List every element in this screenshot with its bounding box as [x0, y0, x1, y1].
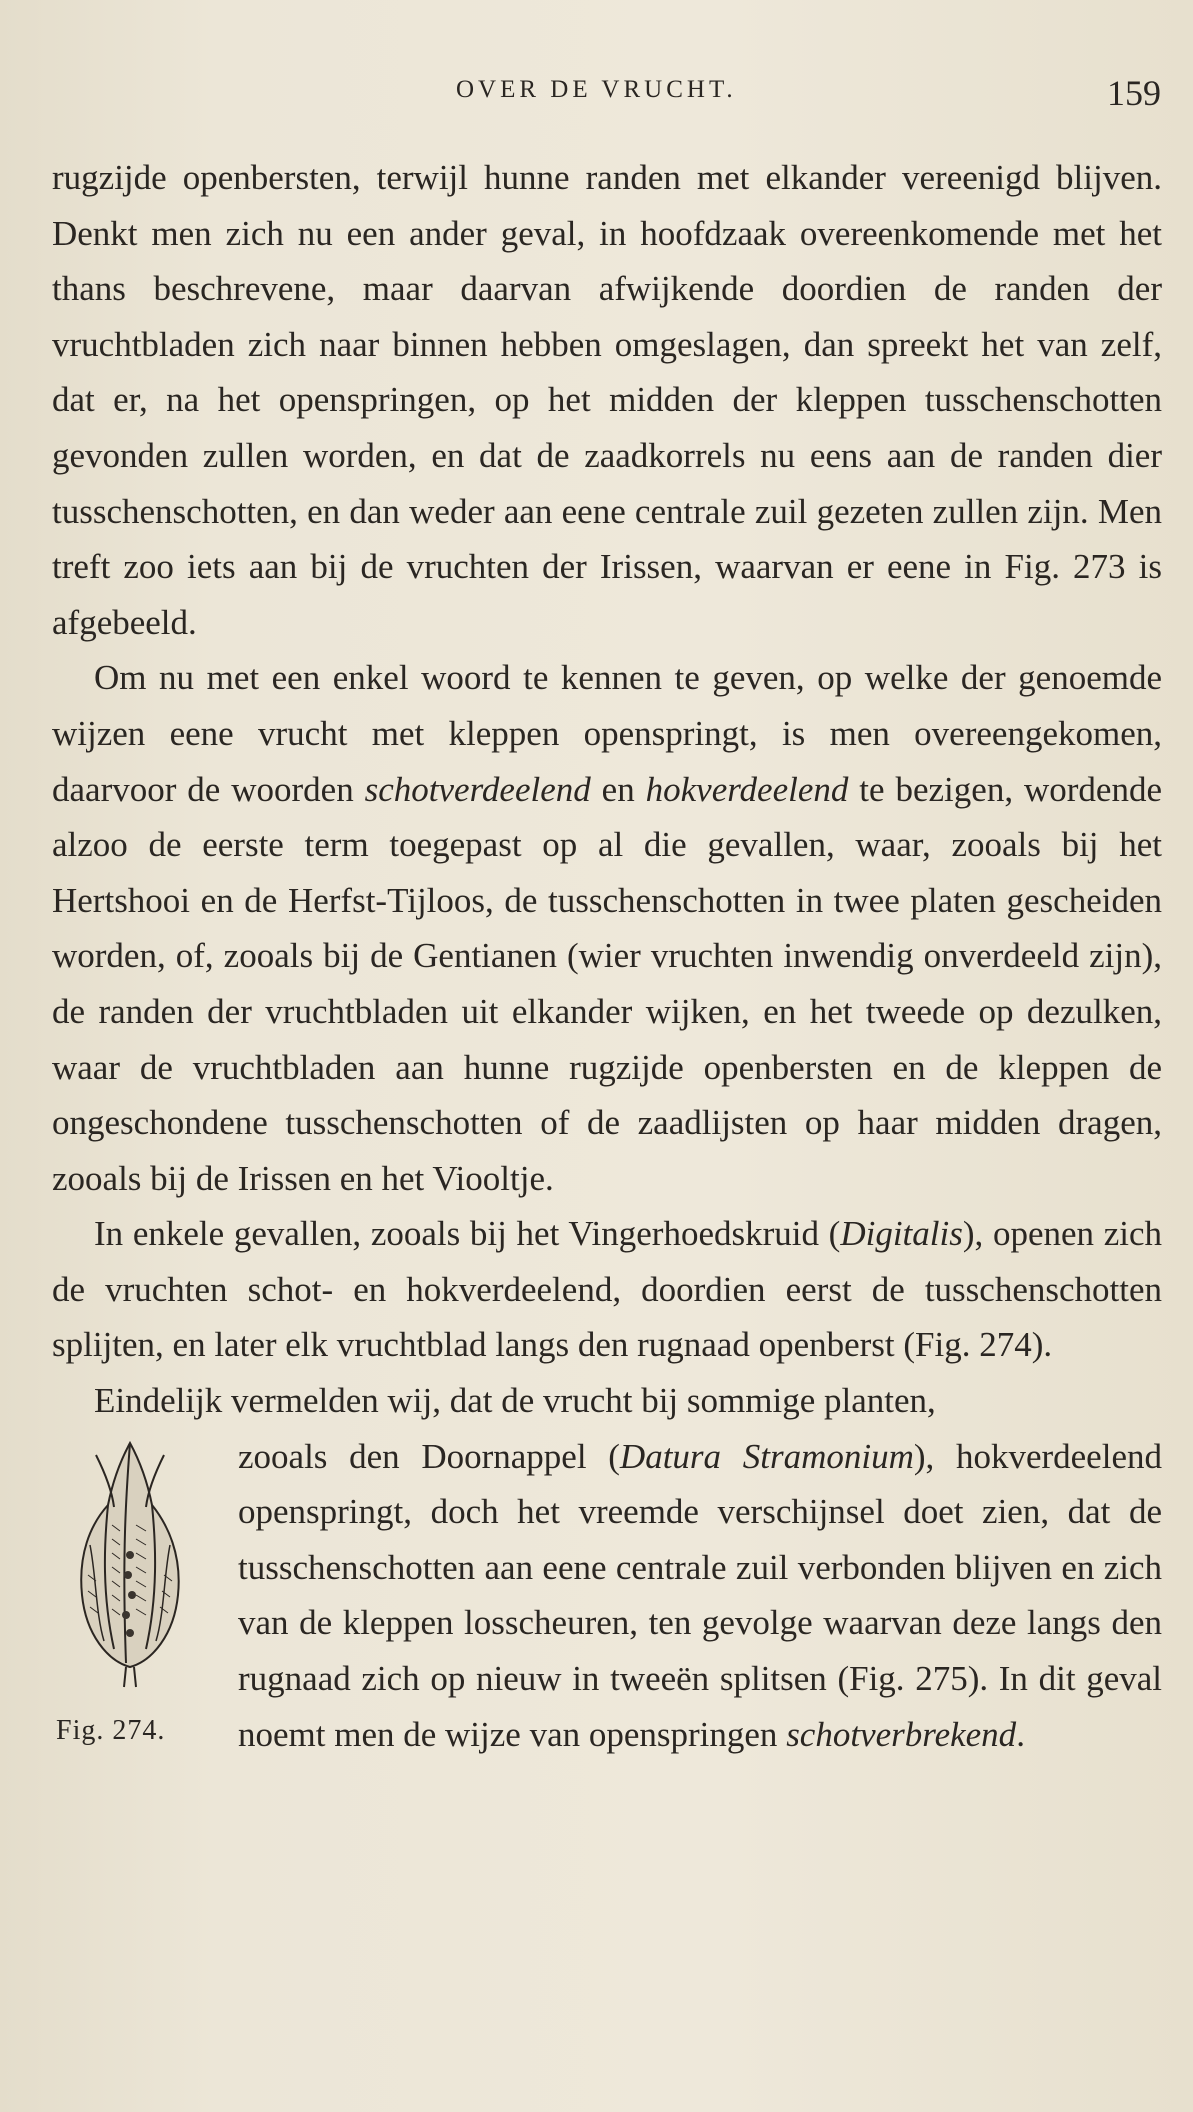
digitalis-capsule-icon — [60, 1435, 200, 1691]
term-datura: Datura Stramonium — [619, 1436, 914, 1476]
paragraph-4-lead: Eindelijk vermelden wij, dat de vrucht bij sommige planten, — [94, 1381, 936, 1421]
term-schotverbrekend: schotverbrekend — [786, 1714, 1017, 1754]
running-head — [0, 72, 1193, 122]
term-digitalis: Digitalis — [840, 1214, 963, 1254]
paragraph-4 — [52, 1429, 1162, 1763]
term-hokverdeelend: hokverdeelend — [645, 769, 849, 809]
paragraph-3: In enkele gevallen, zooals bij het Vingerhoedskruid (Digitalis), openen zich de vruchten schot- en hokverdeelend, doordien eerst de tusschenschotten splijten, en later elk vruchtblad langs den rugnaad openberst (Fig. 274). — [52, 1214, 1162, 1365]
paragraph-1: rugzijde openbersten, terwijl hunne randen met elkander vereenigd blijven. Denkt men zich nu een ander geval, in hoofdzaak overeenkomende met het thans beschrevene, maar daarvan afwijkende doordien de randen der vruchtbladen zich naar binnen hebben omgeslagen, dan spreekt het van zelf, dat er, na het openspringen, op het midden der kleppen tusschenschotten gevonden zullen worden, en dat de zaadkorrels nu eens aan de randen dier tusschenschotten, en dan weder aan eene centrale zuil gezeten zullen zijn. Men treft zoo iets aan bij de vruchten der Irissen, waarvan er eene in Fig. 273 is afgebeeld. — [52, 158, 1162, 642]
paragraph-4-body: zooals den Doornappel (Datura Stramonium), hokverdeelend openspringt, doch het vreemde verschijnsel doet zien, dat de tusschenschotten aan eene centrale zuil verbonden blijven en zich van de kleppen losscheuren, ten gevolge waarvan deze langs den rugnaad zich op nieuw in tweeën splitsen (Fig. 275). In dit geval noemt men de wijze van openspringen schotverbrekend. — [238, 1436, 1162, 1754]
running-title: OVER DE VRUCHT. — [456, 76, 737, 103]
figure-274 — [48, 1435, 226, 1757]
page-number: 159 — [1107, 73, 1161, 113]
figure-caption: Fig. 274. — [56, 1714, 166, 1746]
body-text — [52, 150, 1162, 1762]
paragraph-2: Om nu met een enkel woord te kennen te geven, op welke der genoemde wijzen eene vrucht met kleppen openspringt, is men overeengekomen, daarvoor de woorden schotverdeelend en hokverdeelend te bezigen, wordende alzoo de eerste term toegepast op al die gevallen, waar, zooals bij het Hertshooi en de Herfst-Tijloos, de tusschenschotten in twee platen gescheiden worden, of, zooals bij de Gentianen (wier vruchten inwendig onverdeeld zijn), de randen der vruchtbladen uit elkander wijken, en het tweede op dezulken, waar de vruchtbladen aan hunne rugzijde openbersten en de kleppen de ongeschondene tusschenschotten of de zaadlijsten op haar midden dragen, zooals bij de Irissen en het Viooltje. — [52, 658, 1162, 1198]
term-schotverdeelend: schotverdeelend — [364, 769, 591, 809]
